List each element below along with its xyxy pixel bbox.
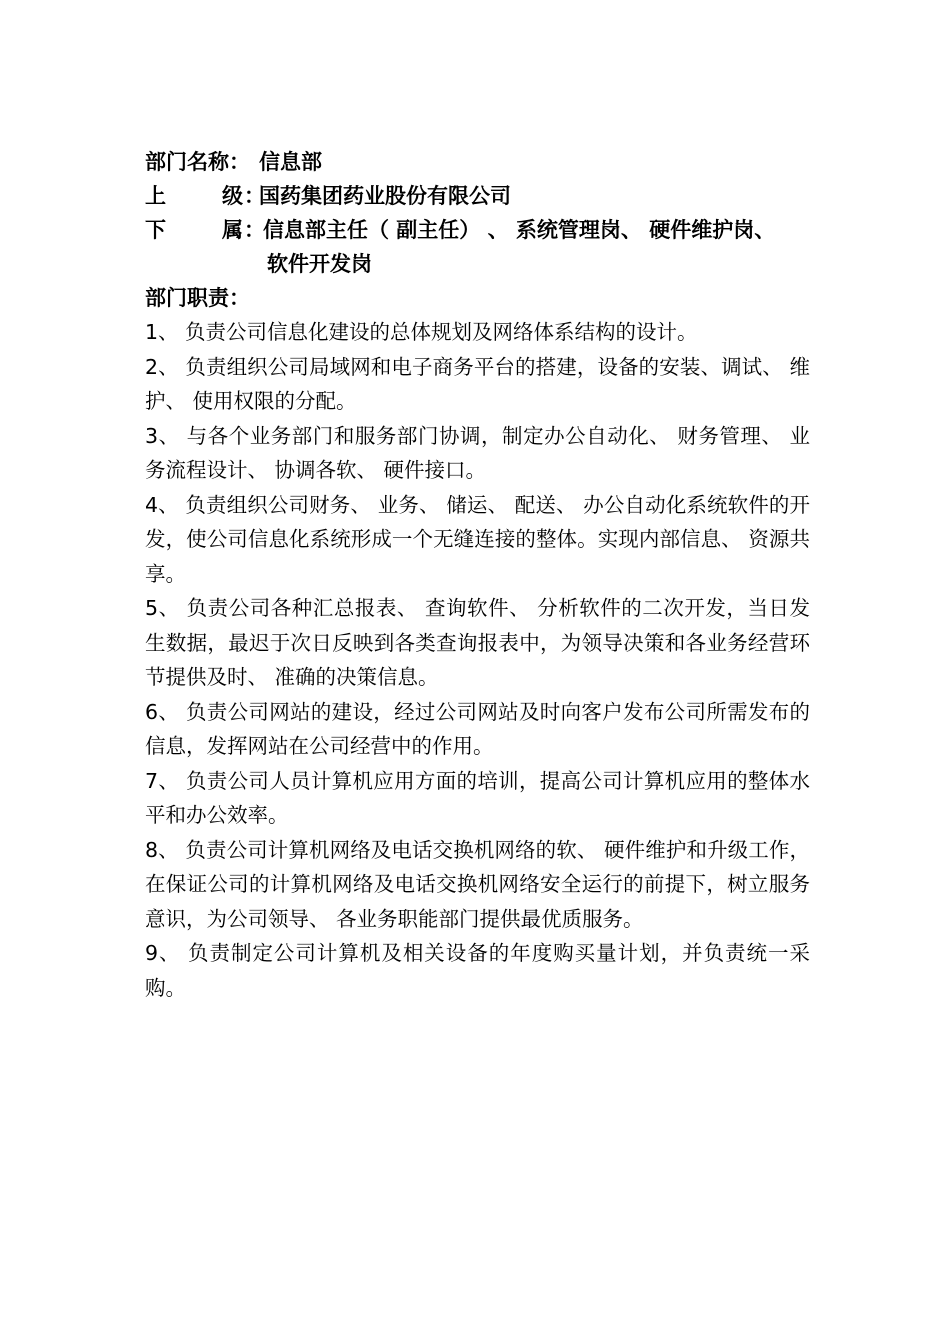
dept-name-label: 部门名称： xyxy=(145,150,250,174)
duty-item-1: 1、 负责公司信息化建设的总体规划及网络体系结构的设计。 xyxy=(145,320,698,344)
superior-value: 国药集团药业股份有限公司 xyxy=(259,184,511,208)
subordinate-label-char-1: 下 xyxy=(145,218,166,242)
superior-label xyxy=(145,179,243,213)
superior-label-char-2: 级 xyxy=(222,184,243,208)
duty-item-2: 2、 负责组织公司局域网和电子商务平台的搭建，设备的安装、调试、 维护、 使用权限的分配。 xyxy=(145,354,810,413)
subordinate-value-line-2: 软件开发岗 xyxy=(267,252,372,276)
duty-item-3: 3、 与各个业务部门和服务部门协调，制定办公自动化、 财务管理、 业务流程设计、 协调各软、 硬件接口。 xyxy=(145,423,810,482)
subordinate-value-line-1: 信息部主任（ 副主任） 、 系统管理岗、 硬件维护岗、 xyxy=(263,218,776,242)
dept-name-value: 信息部 xyxy=(259,150,322,174)
duty-item-5: 5、 负责公司各种汇总报表、 查询软件、 分析软件的二次开发，当日发生数据，最迟于次日反映到各类查询报表中，为领导决策和各业务经营环节提供及时、 准确的决策信息。 xyxy=(145,596,810,689)
dept-name-row xyxy=(145,145,810,179)
subordinate-row xyxy=(145,213,810,247)
superior-row xyxy=(145,179,810,213)
duty-item-7: 7、 负责公司人员计算机应用方面的培训，提高公司计算机应用的整体水平和办公效率。 xyxy=(145,768,810,827)
subordinate-label xyxy=(145,213,243,247)
duties-title: 部门职责： xyxy=(145,286,250,310)
duties-list xyxy=(145,315,810,1005)
subordinate-colon: ： xyxy=(244,218,265,242)
subordinate-label-char-2: 属 xyxy=(222,218,243,242)
duty-item-8: 8、 负责公司计算机网络及电话交换机网络的软、 硬件维护和升级工作，在保证公司的计算机网络及电话交换机网络安全运行的前提下，树立服务意识，为公司领导、 各业务职能部门提供最优质服务。 xyxy=(145,837,810,931)
duty-item-6: 6、 负责公司网站的建设，经过公司网站及时向客户发布公司所需发布的信息，发挥网站在公司经营中的作用。 xyxy=(145,699,810,758)
duty-item-9: 9、 负责制定公司计算机及相关设备的年度购买量计划，并负责统一采购。 xyxy=(145,941,810,1000)
duty-item-4: 4、 负责组织公司财务、 业务、 储运、 配送、 办公自动化系统软件的开发，使公司信息化系统形成一个无缝连接的整体。实现内部信息、 资源共享。 xyxy=(145,492,810,586)
superior-colon: ： xyxy=(244,184,265,208)
superior-label-char-1: 上 xyxy=(145,184,166,208)
document-content xyxy=(145,145,810,1005)
